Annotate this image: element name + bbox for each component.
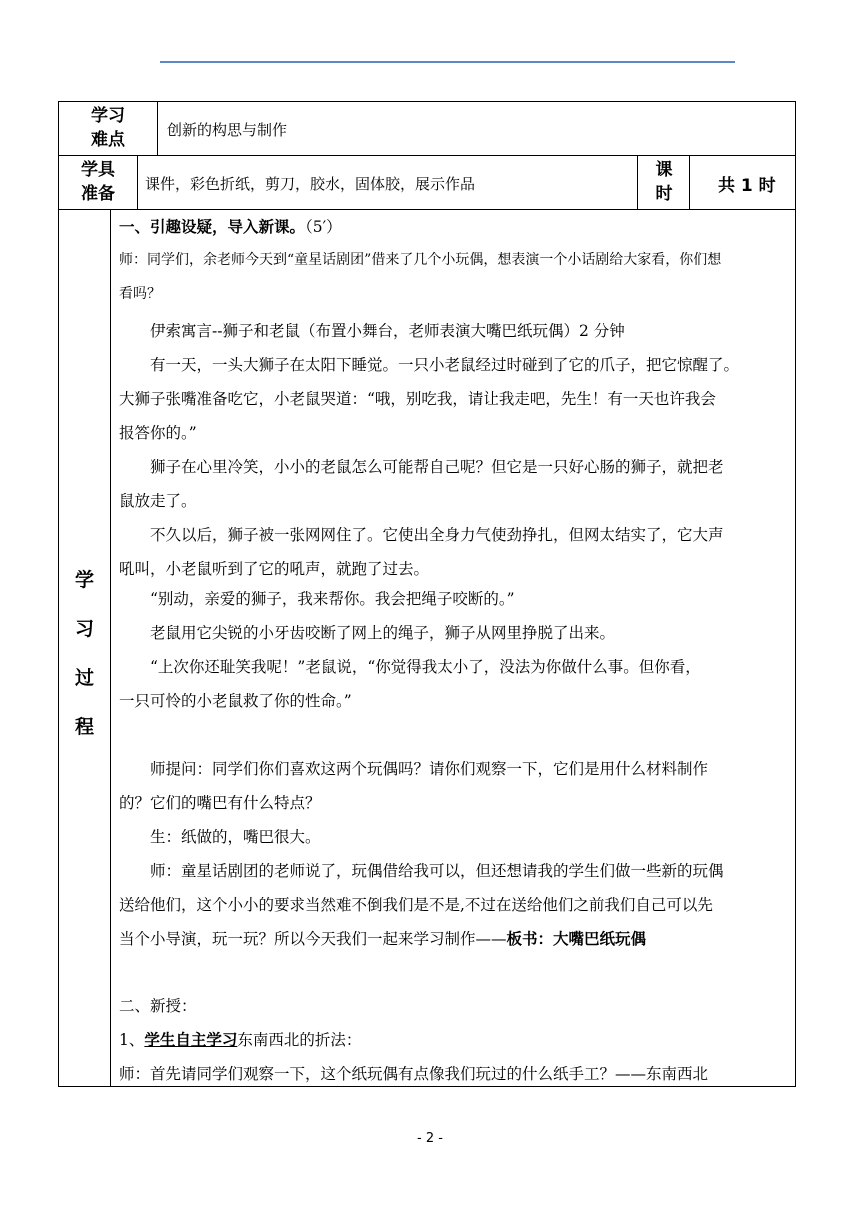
tools-value-cell xyxy=(139,156,638,209)
tools-label-cell xyxy=(59,156,138,209)
paragraph-line: 的？它们的嘴巴有什么特点？ xyxy=(119,794,321,812)
difficulty-row xyxy=(59,102,795,156)
difficulty-label: 学习 难点 xyxy=(91,106,125,150)
board-intro-text: 当个小导演，玩一玩？所以今天我们一起来学习制作—— xyxy=(119,930,507,948)
paragraph-line: “别动，亲爱的狮子，我来帮你。我会把绳子咬断的。” xyxy=(150,590,515,608)
paragraph-line: 大狮子张嘴准备吃它，小老鼠哭道：“哦，别吃我，请让我走吧，先生！有一天也许我会 xyxy=(119,390,716,408)
process-label-char: 程 xyxy=(74,716,94,738)
difficulty-label-cell xyxy=(59,102,158,155)
section-1-title: 一、引趣设疑，导入新课。 xyxy=(119,217,306,236)
process-label-char: 过 xyxy=(74,667,94,689)
paragraph-line: 鼠放走了。 xyxy=(119,492,197,510)
step-1-line xyxy=(119,1030,791,1050)
paragraph-line: 一只可怜的小老鼠救了你的性命。” xyxy=(119,692,352,710)
paragraph-line: 吼叫，小老鼠听到了它的吼声，就跑了过去。 xyxy=(119,560,430,578)
section-1-time: （5′） xyxy=(305,218,342,236)
paragraph-line xyxy=(119,929,791,949)
difficulty-value: 创新的构思与制作 xyxy=(167,121,288,139)
section-2-heading: 二、新授： xyxy=(119,997,197,1015)
process-label-char: 习 xyxy=(74,618,94,640)
paragraph-line: 老鼠用它尖锐的小牙齿咬断了网上的绳子，狮子从网里挣脱了出来。 xyxy=(150,624,616,642)
hours-label-cell xyxy=(639,156,690,209)
process-label-char: 学 xyxy=(74,569,94,591)
paragraph-line: 不久以后，狮子被一张网网住了。它使出全身力气使劲挣扎，但网太结实了，它大声 xyxy=(150,526,724,544)
lesson-plan-table xyxy=(58,101,796,1087)
step-1-text: 东南西北的折法： xyxy=(237,1031,362,1049)
hours-value: 共 1 时 xyxy=(718,176,776,196)
step-1-number: 1、 xyxy=(119,1031,145,1049)
page-number: - 2 - xyxy=(417,1131,443,1146)
paragraph-line: 师：首先请同学们观察一下，这个纸玩偶有点像我们玩过的什么纸手工？——东南西北 xyxy=(119,1065,709,1083)
paragraph-line: 伊索寓言--狮子和老鼠（布置小舞台，老师表演大嘴巴纸玩偶）2 分钟 xyxy=(150,322,625,340)
difficulty-value-cell xyxy=(159,102,795,155)
tools-label: 学具 准备 xyxy=(81,160,115,204)
tools-row xyxy=(59,156,795,210)
paragraph-line: 有一天，一头大狮子在太阳下睡觉。一只小老鼠经过时碰到了它的爪子，把它惊醒了。 xyxy=(150,356,740,374)
header-rule xyxy=(160,61,735,63)
paragraph-line: 生：纸做的，嘴巴很大。 xyxy=(150,828,321,846)
section-1-heading xyxy=(119,217,791,237)
step-1-highlight: 学生自主学习 xyxy=(144,1030,238,1049)
board-title: 板书：大嘴巴纸玩偶 xyxy=(506,929,647,948)
paragraph-line: 狮子在心里冷笑，小小的老鼠怎么可能帮自己呢？但它是一只好心肠的狮子，就把老 xyxy=(150,458,724,476)
process-label-cell xyxy=(59,210,111,1087)
paragraph-line: 报答你的。” xyxy=(119,424,197,442)
paragraph-line: 师提问：同学们你们喜欢这两个玩偶吗？请你们观察一下，它们是用什么材料制作 xyxy=(150,760,709,778)
hours-value-cell xyxy=(691,156,796,209)
hours-label: 课 时 xyxy=(655,160,673,204)
paragraph-line: 师：同学们，余老师今天到“童星话剧团”借来了几个小玩偶，想表演一个小话剧给大家看，你们想 xyxy=(119,252,722,268)
tools-value: 课件，彩色折纸，剪刀，胶水，固体胶，展示作品 xyxy=(145,175,476,193)
paragraph-line: 看吗？ xyxy=(119,286,161,302)
paragraph-line: “上次你还耻笑我呢！”老鼠说，“你觉得我太小了，没法为你做什么事。但你看， xyxy=(150,658,701,676)
paragraph-line: 师：童星话剧团的老师说了，玩偶借给我可以，但还想请我的学生们做一些新的玩偶 xyxy=(150,862,724,880)
paragraph-line: 送给他们，这个小小的要求当然难不倒我们是不是,不过在送给他们之前我们自己可以先 xyxy=(119,896,713,914)
